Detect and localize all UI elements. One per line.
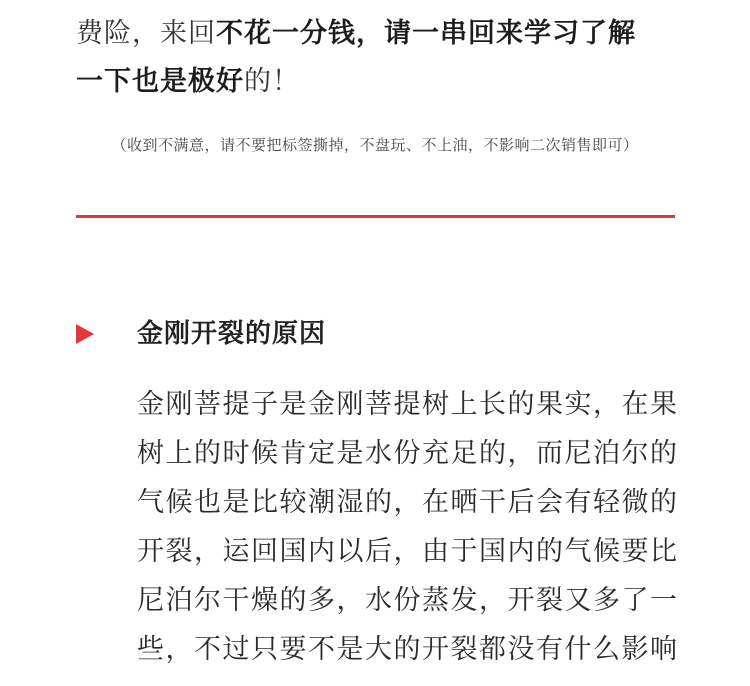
paragraph-line: 开裂，运回国内以后，由于国内的气候要比 <box>137 536 679 567</box>
triangle-right-icon <box>76 324 94 344</box>
intro-line-1 <box>76 10 686 58</box>
intro-line-2 <box>76 58 686 106</box>
intro-text <box>76 10 686 106</box>
paragraph-line: 树上的时候肯定是水份充足的，而尼泊尔的 <box>137 438 679 469</box>
return-note: （收到不满意，请不要把标签撕掉，不盘玩、不上油，不影响二次销售即可） <box>111 136 639 154</box>
section-divider <box>76 215 675 218</box>
intro-bold-text-2: 一下也是极好 <box>76 66 244 97</box>
section-paragraph <box>137 380 682 674</box>
section-title: 金刚开裂的原因 <box>137 319 327 349</box>
intro-bold-text: 不花一分钱，请一串回来学习了解 <box>216 18 636 49</box>
paragraph-line: 些，不过只要不是大的开裂都没有什么影响 <box>137 634 679 665</box>
paragraph-line: 尼泊尔干燥的多，水份蒸发，开裂又多了一 <box>137 585 679 616</box>
paragraph-line: 气候也是比较潮湿的，在晒干后会有轻微的 <box>137 487 679 518</box>
intro-normal-text: 费险，来回 <box>76 18 216 49</box>
paragraph-line: 金刚菩提子是金刚菩提树上长的果实，在果 <box>137 389 679 420</box>
intro-normal-text-2: 的！ <box>244 66 300 97</box>
